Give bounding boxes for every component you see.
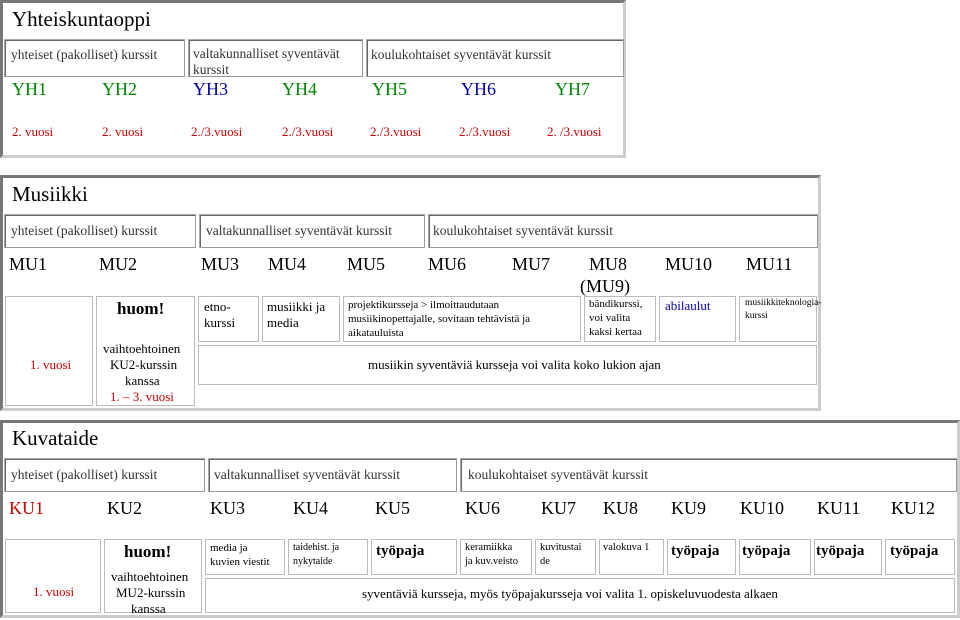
mu11-text-1: musiikkiteknologia- [745, 298, 822, 308]
course-code-yh6: YH6 [461, 79, 496, 99]
course-code-mu5: MU5 [347, 254, 386, 274]
ku-syventavat-text: syventäviä kursseja, myös työpajakursseja voi valita 1. opiskeluvuodesta alkaen [362, 586, 778, 601]
course-code-yh5: YH5 [372, 79, 407, 99]
mu-header-valtakunnalliset-label: valtakunnalliset syventävät kurssit [206, 223, 392, 238]
course-code-mu10: MU10 [665, 254, 713, 274]
course-code-ku4: KU4 [293, 498, 328, 518]
yh1-year: 2. vuosi [12, 124, 54, 139]
mu2-note-3: kanssa [125, 373, 160, 388]
ku1-cell [5, 539, 101, 613]
yh2-year: 2. vuosi [102, 124, 144, 139]
course-code-ku12: KU12 [891, 498, 935, 518]
ku3-text-2: kuvien viestit [210, 556, 270, 568]
yh3-year: 2./3.vuosi [191, 124, 243, 139]
mu4-text-1: musiikki ja [267, 299, 326, 314]
course-code-mu4: MU4 [268, 254, 307, 274]
course-code-ku5: KU5 [375, 498, 410, 518]
yh5-year: 2./3.vuosi [370, 124, 422, 139]
course-code-ku1: KU1 [9, 498, 44, 518]
course-code-mu6: MU6 [428, 254, 467, 274]
ku4-text-2: nykytaide [293, 556, 333, 567]
ku2-note-3: kanssa [131, 601, 166, 616]
ku4-text-1: taidehist. ja [293, 542, 340, 553]
yh-header-koulukohtaiset-label: koulukohtaiset syventävät kurssit [371, 47, 551, 62]
mu-syventavat-text: musiikin syventäviä kursseja voi valita koko lukion ajan [368, 357, 661, 372]
course-code-ku10: KU10 [740, 498, 784, 518]
mu-header-pakolliset-label: yhteiset (pakolliset) kurssit [11, 223, 158, 238]
ku6-text-2: ja kuv.veisto [465, 556, 518, 567]
course-code-yh3: YH3 [193, 79, 228, 99]
mu8-text-1: bändikurssi, [589, 298, 643, 310]
mu1-cell [5, 296, 93, 406]
course-code-ku6: KU6 [465, 498, 500, 518]
course-code-mu1: MU1 [9, 254, 48, 274]
mu1-year: 1. vuosi [30, 357, 72, 372]
mu4-text-2: media [267, 315, 299, 330]
course-code-mu3: MU3 [201, 254, 240, 274]
course-code-yh2: YH2 [102, 79, 137, 99]
yhteiskuntaoppi-title: Yhteiskuntaoppi [12, 7, 151, 31]
yh-header-valtakunnalliset-label-2: kurssit [193, 62, 230, 77]
mu10-text: abilaulut [665, 298, 711, 313]
course-code-ku8: KU8 [603, 498, 638, 518]
course-code-mu7: MU7 [512, 254, 551, 274]
yh4-year: 2./3.vuosi [282, 124, 334, 139]
ku1-year: 1. vuosi [33, 584, 75, 599]
ku11-text: työpaja [816, 543, 865, 559]
ku3-text-1: media ja [210, 542, 248, 554]
ku12-text: työpaja [890, 543, 939, 559]
musiikki-title: Musiikki [12, 182, 88, 206]
mu5-7-text-2: musiikinopettajalle, sovitaan tehtävistä ja [348, 313, 531, 325]
course-code-mu9: (MU9) [580, 276, 630, 296]
kuvataide-title: Kuvataide [12, 426, 99, 450]
ku-header-pakolliset-label: yhteiset (pakolliset) kurssit [11, 467, 158, 482]
ku2-note-2: MU2-kurssin [116, 585, 186, 600]
course-code-ku11: KU11 [817, 498, 861, 518]
ku2-huom: huom! [124, 542, 172, 561]
yh7-year: 2. /3.vuosi [547, 124, 602, 139]
yh6-year: 2./3.vuosi [459, 124, 511, 139]
mu8-text-3: kaksi kertaa [589, 326, 642, 338]
course-code-mu8: MU8 [589, 254, 628, 274]
mu2-note-4: 1. – 3. vuosi [110, 389, 174, 404]
mu2-note-2: KU2-kurssin [110, 357, 178, 372]
yh-header-valtakunnalliset-label-1: valtakunnalliset syventävät [193, 46, 340, 61]
course-code-ku2: KU2 [107, 498, 142, 518]
yh-header-pakolliset-label: yhteiset (pakolliset) kurssit [11, 47, 158, 62]
mu3-text-2: kurssi [204, 315, 236, 330]
ku9-text: työpaja [671, 543, 720, 559]
ku2-note-1: vaihtoehtoinen [111, 569, 189, 584]
ku7-text-2: de [540, 556, 550, 567]
course-code-ku9: KU9 [671, 498, 706, 518]
mu3-text-1: etno- [204, 299, 231, 314]
yhteiskuntaoppi-panel [0, 0, 626, 158]
course-code-yh4: YH4 [282, 79, 317, 99]
mu5-7-text-1: projektikursseja > ilmoittaudutaan [348, 299, 500, 311]
course-code-yh7: YH7 [555, 79, 590, 99]
mu-header-koulukohtaiset-label: koulukohtaiset syventävät kurssit [433, 223, 613, 238]
course-code-yh1: YH1 [12, 79, 47, 99]
ku-header-valtakunnalliset-label: valtakunnalliset syventävät kurssit [214, 467, 400, 482]
course-code-ku7: KU7 [541, 498, 576, 518]
ku7-text-1: kuvitustai [540, 542, 582, 553]
course-code-mu2: MU2 [99, 254, 138, 274]
mu5-7-text-3: aikatauluista [348, 327, 404, 339]
ku8-text: valokuva 1 [603, 542, 650, 553]
course-code-ku3: KU3 [210, 498, 245, 518]
course-code-mu11: MU11 [746, 254, 793, 274]
ku6-text-1: keramiikka [465, 542, 513, 553]
ku10-text: työpaja [742, 543, 791, 559]
mu11-text-2: kurssi [745, 311, 768, 321]
ku5-text: työpaja [376, 543, 425, 559]
mu8-text-2: voi valita [589, 312, 631, 324]
mu2-huom: huom! [117, 299, 165, 318]
mu2-note-1: vaihtoehtoinen [103, 341, 181, 356]
ku-header-koulukohtaiset-label: koulukohtaiset syventävät kurssit [468, 467, 648, 482]
